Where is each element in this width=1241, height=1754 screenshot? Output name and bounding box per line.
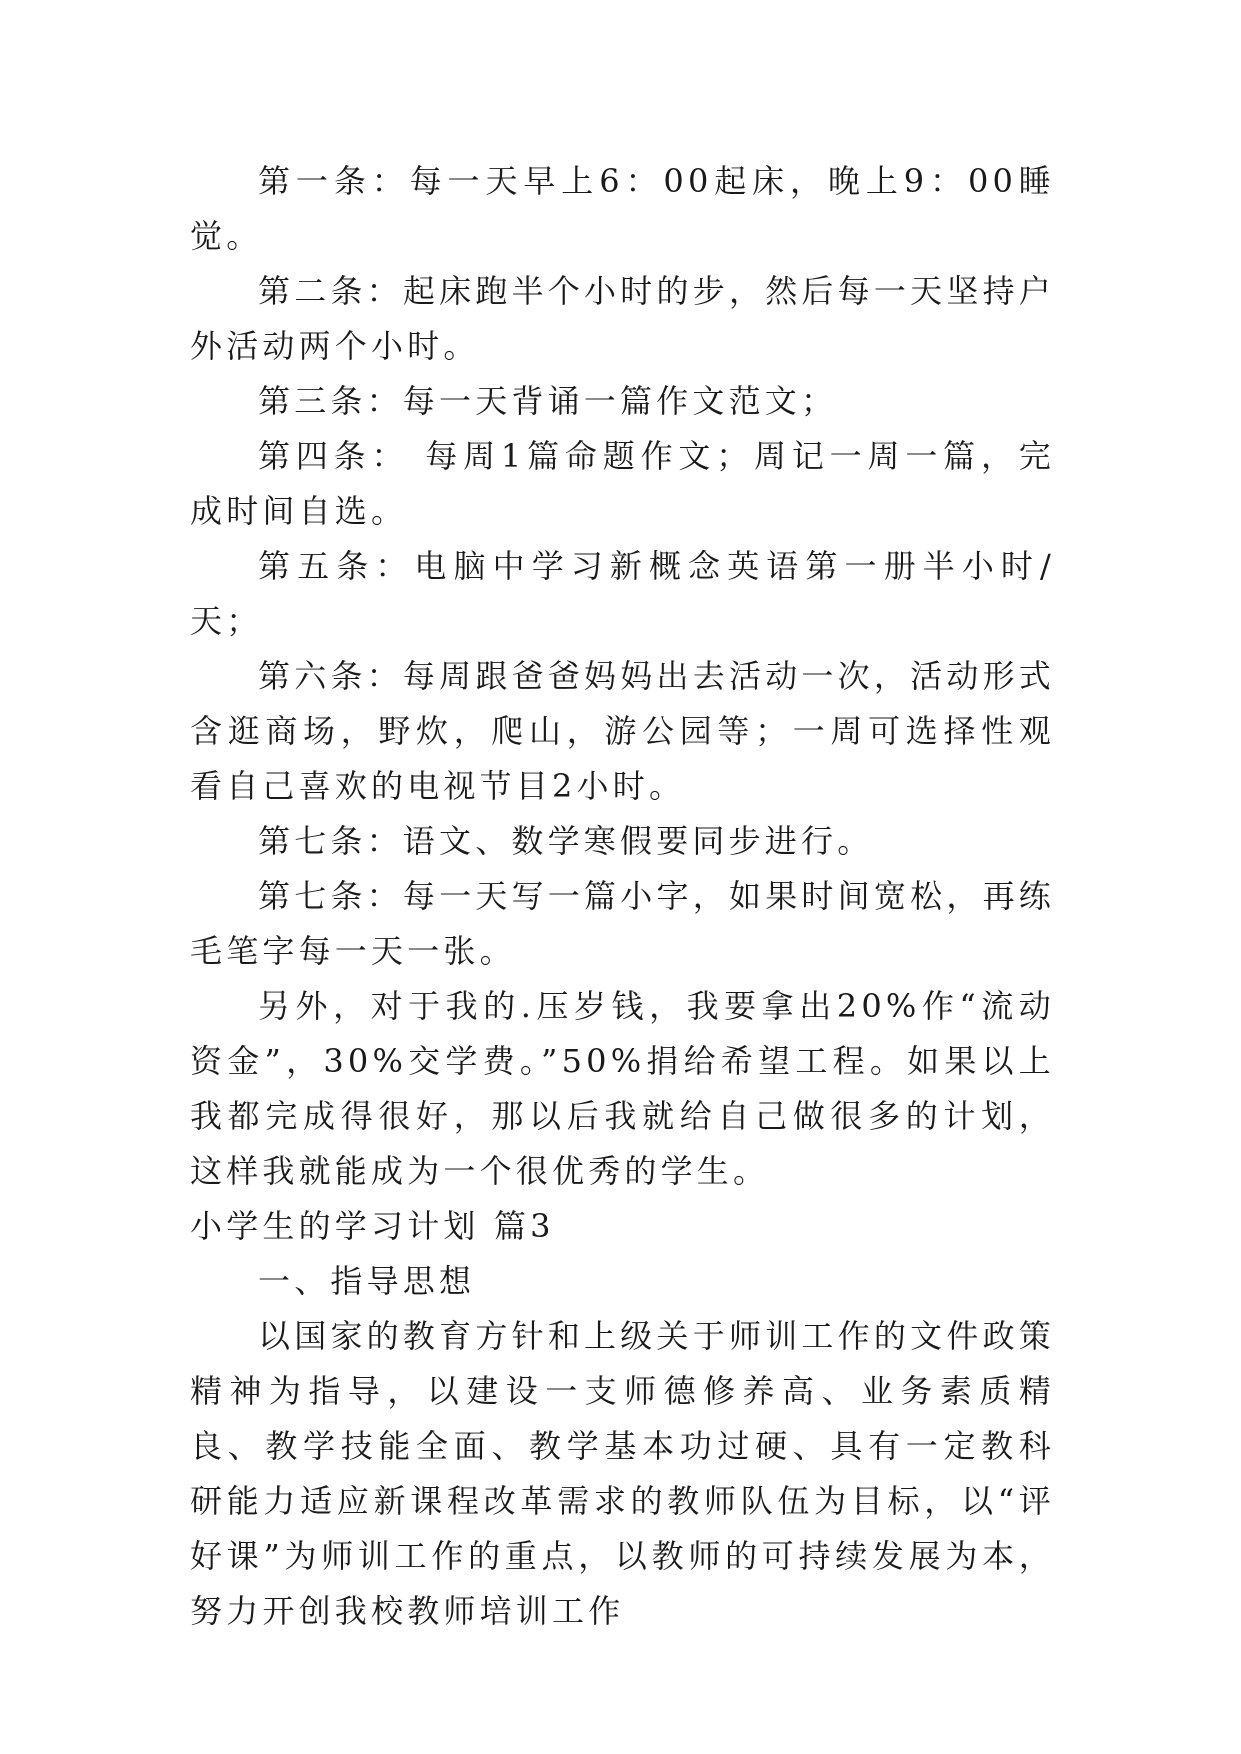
paragraph-rule-2: 第二条：起床跑半个小时的步，然后每一天坚持户外活动两个小时。 (190, 272, 1055, 365)
paragraph-rule-5: 第五条：电脑中学习新概念英语第一册半小时/天； (190, 547, 1055, 640)
paragraph-rule-4: 第四条： 每周1篇命题作文；周记一周一篇，完成时间自选。 (190, 437, 1055, 530)
paragraph-pocket-money: 另外，对于我的.压岁钱，我要拿出20%作“流动资金”，30%交学费。”50%捐给希望工程。如果以上我都完成得很好，那以后我就给自己做很多的计划，这样我就能成为一个很优秀的学生。 (190, 987, 1055, 1190)
paragraph-guiding-thought: 以国家的教育方针和上级关于师训工作的文件政策精神为指导，以建设一支师德修养高、业务素质精良、教学技能全面、教学基本功过硬、具有一定教科研能力适应新课程改革需求的教师队伍为目标，以“评好课”为师训工作的重点，以教师的可持续发展为本，努力开创我校教师培训工作 (190, 1317, 1055, 1630)
subheading-guiding-thought: 一、指导思想 (258, 1262, 476, 1300)
paragraph-rule-7a: 第七条：语文、数学寒假要同步进行。 (258, 822, 874, 860)
paragraph-rule-3: 第三条：每一天背诵一篇作文范文； (258, 382, 838, 420)
paragraph-rule-7b: 第七条：每一天写一篇小字，如果时间宽松，再练毛笔字每一天一张。 (190, 877, 1055, 970)
paragraph-rule-6: 第六条：每周跟爸爸妈妈出去活动一次，活动形式含逛商场，野炊，爬山，游公园等；一周可选择性观看自己喜欢的电视节目2小时。 (190, 657, 1055, 805)
document-body (190, 154, 1055, 1639)
paragraph-rule-1: 第一条：每一天早上6：00起床，晚上9：00睡觉。 (190, 162, 1055, 255)
section-heading: 小学生的学习计划 篇3 (190, 1207, 555, 1245)
